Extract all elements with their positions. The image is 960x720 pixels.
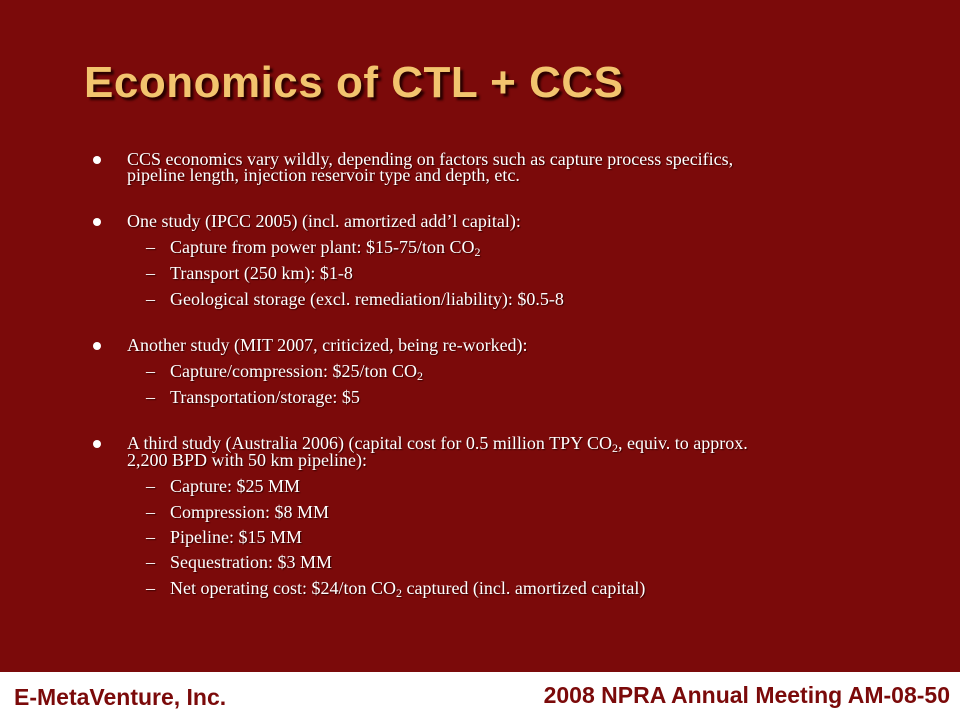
bullet-dot: [93, 156, 101, 164]
bullet-text: , equiv. to approx.: [617, 433, 748, 453]
bullet-text: pipeline length, injection reservoir type and depth, etc.: [127, 165, 520, 185]
sub-bullet-text: Compression: $8 MM: [170, 502, 330, 522]
sub-bullet-text: Sequestration: $3 MM: [170, 552, 332, 572]
sub-bullet-capture: – Capture: $25 MM: [146, 476, 300, 496]
sub-bullet-text: Capture from power plant: $15-75/ton CO: [170, 237, 475, 257]
sub-bullet-text: Transportation/storage: $5: [170, 387, 360, 407]
sub-bullet-sequestration: – Sequestration: $3 MM: [146, 552, 332, 572]
sub-bullet-text: Transport (250 km): $1-8: [170, 263, 353, 283]
sub-bullet-capture-compression: – Capture/compression: $25/ton $CO_2$: [146, 361, 423, 383]
bullet-dot: [93, 218, 101, 226]
bullet-dot: [93, 342, 101, 350]
sub-bullet-text: Capture: $25 MM: [170, 476, 300, 496]
bullet-text: 2,200 BPD with 50 km pipeline):: [127, 450, 367, 470]
subscript: 2: [416, 369, 423, 383]
sub-bullet-text: Capture/compression: $25/ton CO: [170, 361, 417, 381]
bullet-ccs-economics-cont: [127, 166, 520, 184]
bullet-mit-study: [127, 336, 528, 354]
sub-bullet-text: Net operating cost: $24/ton CO: [170, 578, 396, 598]
bullet-text: CCS economics vary wildly, depending on factors such as capture process specifics,: [127, 149, 734, 169]
sub-bullet-text: captured (incl. amortized capital): [401, 578, 646, 598]
sub-bullet-transport: – Transport (250 km): $1-8: [146, 263, 353, 283]
bullet-text: Another study (MIT 2007, criticized, being re-worked):: [127, 335, 528, 355]
sub-bullet-text: Pipeline: $15 MM: [170, 527, 303, 547]
bullet-text: A third study (Australia 2006) (capital cost for 0.5 million TPY CO: [127, 433, 612, 453]
sub-bullet-capture-power-plant: – Capture from power plant: $15-75/ton $CO_2$: [146, 237, 481, 259]
subscript: 2: [611, 441, 618, 455]
bullet-text: One study (IPCC 2005) (incl. amortized add’l capital):: [127, 211, 521, 231]
sub-bullet-geological-storage: – Geological storage (excl. remediation/liability): $0.5-8: [146, 289, 564, 309]
bullet-ipcc-study: [127, 212, 521, 230]
footer: [0, 672, 960, 720]
footer-meeting: 2008 NPRA Annual Meeting AM-08-50: [543, 682, 950, 708]
sub-bullet-text: Geological storage (excl. remediation/liability): $0.5-8: [170, 289, 564, 309]
slide-title: Economics of CTL + CCS: [84, 58, 624, 107]
sub-bullet-compression: – Compression: $8 MM: [146, 502, 330, 522]
footer-company: E-MetaVenture, Inc.: [14, 684, 227, 710]
bullet-dot: [93, 440, 101, 448]
subscript: 2: [474, 245, 481, 259]
sub-bullet-transportation-storage: – Transportation/storage: $5: [146, 387, 360, 407]
sub-bullet-pipeline: – Pipeline: $15 MM: [146, 527, 303, 547]
sub-bullet-net-operating-cost: – Net operating cost: $24/ton $CO_2$ captured (incl. amortized capital): [146, 578, 646, 600]
subscript: 2: [395, 586, 402, 600]
bullet-australia-study-cont: [127, 451, 367, 469]
